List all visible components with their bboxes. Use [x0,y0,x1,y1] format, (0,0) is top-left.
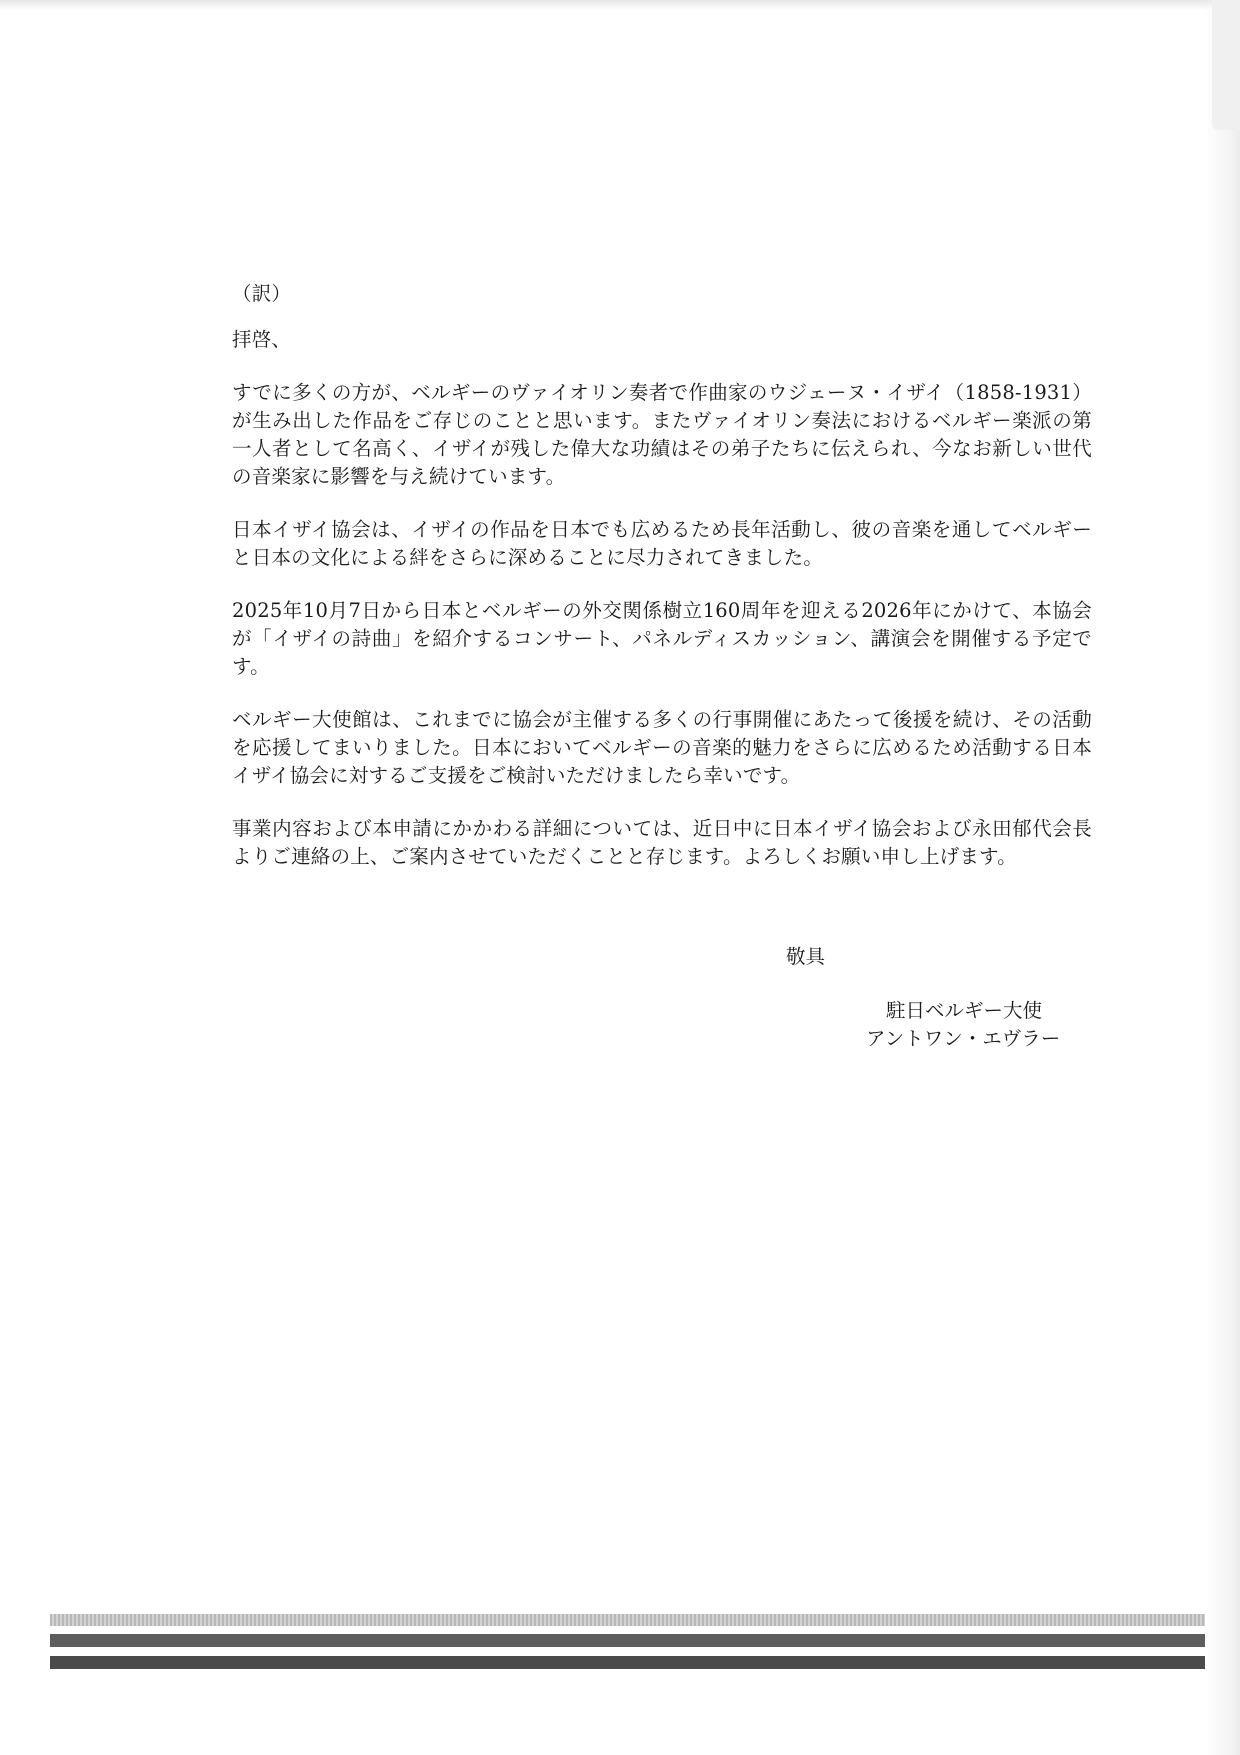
paragraph-embassy-support: ベルギー大使館は、これまでに協会が主催する多くの行事開催にあたって後援を続け、その活動を応援してまいりました。日本においてベルギーの音楽的魅力をさらに広めるため活動する日本イザイ協会に対するご支援をご検討いただけましたら幸いです。 [232,708,1092,787]
footer-stripe-darker [50,1656,1205,1669]
footer-stripe-dark [50,1634,1205,1647]
translation-marker: （訳） [232,282,292,305]
paragraph-events: 2025年10月7日から日本とベルギーの外交関係樹立160周年を迎える2026年にかけて、本協会が「イザイの詩曲」を紹介するコンサート、パネルディスカッション、講演会を開催する予定です。 [232,599,1092,678]
scan-page-fold [1212,0,1240,130]
scan-edge-right [1204,0,1240,1755]
letter-body [232,280,1092,896]
footer-stripe-light [50,1614,1205,1626]
closing: 敬具 [786,945,826,968]
paragraph-ysaye-intro: すでに多くの方が、ベルギーのヴァイオリン奏者で作曲家のウジェーヌ・イザイ（1858-1931）が生み出した作品をご存じのことと思います。またヴァイオリン奏法におけるベルギー楽派の第一人者として名高く、イザイが残した偉大な功績はその弟子たちに伝えられ、今なお新しい世代の音楽家に影響を与え続けています。 [232,381,1092,488]
paragraph-details: 事業内容および本申請にかかわる詳細については、近日中に日本イザイ協会および永田郁代会長よりご連絡の上、ご案内させていただくことと存じます。よろしくお願い申し上げます。 [232,817,1092,868]
signature-title: 駐日ベルギー大使 [886,999,1043,1022]
salutation: 拝啓、 [232,328,292,351]
signature-name: アントワン・エヴラー [866,1027,1061,1050]
scan-edge-top [0,0,1240,10]
paragraph-association: 日本イザイ協会は、イザイの作品を日本でも広めるため長年活動し、彼の音楽を通してベルギーと日本の文化による絆をさらに深めることに尽力されてきました。 [232,518,1092,569]
